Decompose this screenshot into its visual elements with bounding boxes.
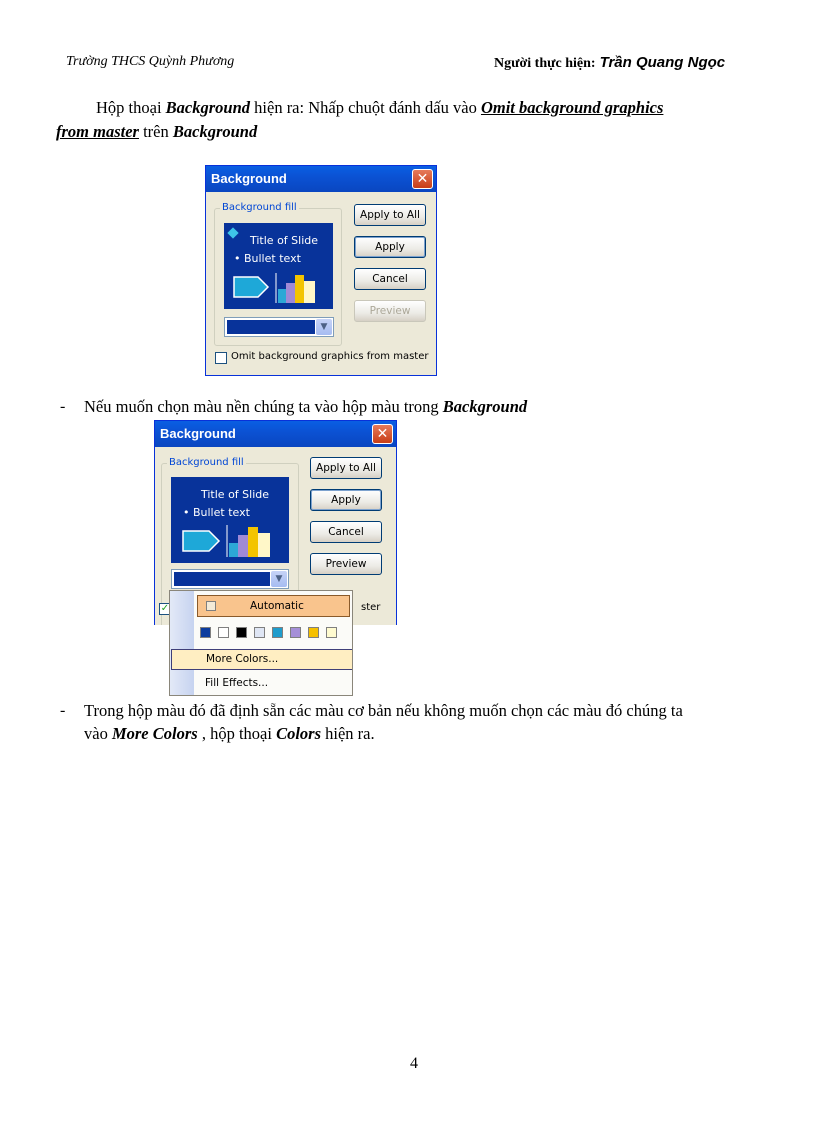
omit-graphics-checkbox[interactable] [215,352,227,364]
color-swatch-3[interactable] [254,627,265,638]
bullet-dash: - [60,398,66,415]
chevron-down-icon[interactable]: ▼ [271,571,287,587]
keyword-background: Background [442,397,528,416]
keyword-background: Background [165,98,251,117]
close-button[interactable]: ✕ [412,169,433,189]
preview-button[interactable]: Preview [310,553,382,575]
text: Hộp thoại [96,98,166,117]
keyword-from-master: from master [56,122,139,141]
apply-button[interactable]: Apply [310,489,382,511]
keyword-more-colors: More Colors [111,724,198,743]
group-label: Background fill [222,202,297,213]
text: Nếu muốn chọn màu nền chúng ta vào hộp màu trong [84,397,443,416]
group-label: Background fill [169,457,244,468]
color-dropdown-menu [169,590,353,696]
chevron-down-icon[interactable]: ▼ [316,319,332,335]
page-number: 4 [410,1055,418,1072]
fill-color-dropdown[interactable] [224,317,334,337]
cancel-button[interactable]: Cancel [354,268,426,290]
text: trên [138,122,173,141]
author-label: Người thực hiện: [494,56,596,71]
more-colors-label: More Colors... [206,653,279,665]
apply-to-all-button[interactable]: Apply to All [310,457,382,479]
paragraph-3-line2 [84,722,375,746]
omit-graphics-checkbox[interactable]: ✓ [160,603,170,614]
color-swatch-4[interactable] [272,627,283,638]
text: hiện ra: Nhấp chuột đánh dấu vào [250,98,481,117]
omit-graphics-label: ster [361,602,381,613]
paragraph-1-line2 [56,120,257,144]
preview-title: Title of Slide [201,488,270,501]
dialog-title: Background [160,426,236,441]
close-button[interactable]: ✕ [372,424,393,444]
menu-item-more-colors[interactable] [171,649,353,670]
text: , hộp thoại [197,724,277,743]
menu-item-fill-effects[interactable]: Fill Effects... [205,677,269,689]
slide-preview [171,477,289,563]
paragraph-2 [84,395,527,419]
omit-graphics-label: Omit background graphics from master [231,351,429,362]
keyword-background: Background [172,122,258,141]
color-swatch [227,320,315,334]
color-swatch-row [200,627,350,639]
apply-button[interactable]: Apply [354,236,426,258]
color-swatch-1[interactable] [218,627,229,638]
paragraph-1-line1 [96,96,663,120]
diamond-icon [227,227,238,238]
preview-title: Title of Slide [250,234,319,247]
author-name: Trần Quang Ngọc [599,54,726,71]
color-swatch-6[interactable] [308,627,319,638]
menu-icon-strip [170,591,194,695]
preview-graphics [181,525,286,563]
preview-bullet: • Bullet text [183,506,250,519]
menu-item-automatic[interactable] [197,595,350,617]
dialog-title: Background [211,171,287,186]
preview-graphics [232,273,332,309]
bullet-dash: - [60,702,66,719]
header-school: Trường THCS Quỳnh Phương [66,54,235,69]
keyword-omit: Omit background graphics [480,98,664,117]
color-swatch-0[interactable] [200,627,211,638]
paragraph-3-line1: Trong hộp màu đó đã định sẵn các màu cơ bản nếu không muốn chọn các màu đó chúng ta [84,701,683,720]
background-dialog-1 [205,165,437,376]
keyword-colors: Colors [276,724,321,743]
color-swatch-7[interactable] [326,627,337,638]
text: hiện ra. [321,724,375,743]
preview-button[interactable]: Preview [354,300,426,322]
color-swatch-5[interactable] [290,627,301,638]
preview-bullet: • Bullet text [234,252,301,265]
header-author [494,54,725,72]
slide-preview [224,223,333,309]
text: vào [84,724,112,743]
apply-to-all-button[interactable]: Apply to All [354,204,426,226]
color-swatch [174,572,270,586]
fill-color-dropdown[interactable] [171,569,289,589]
automatic-swatch [206,601,216,611]
color-swatch-2[interactable] [236,627,247,638]
cancel-button[interactable]: Cancel [310,521,382,543]
automatic-label: Automatic [250,600,304,612]
